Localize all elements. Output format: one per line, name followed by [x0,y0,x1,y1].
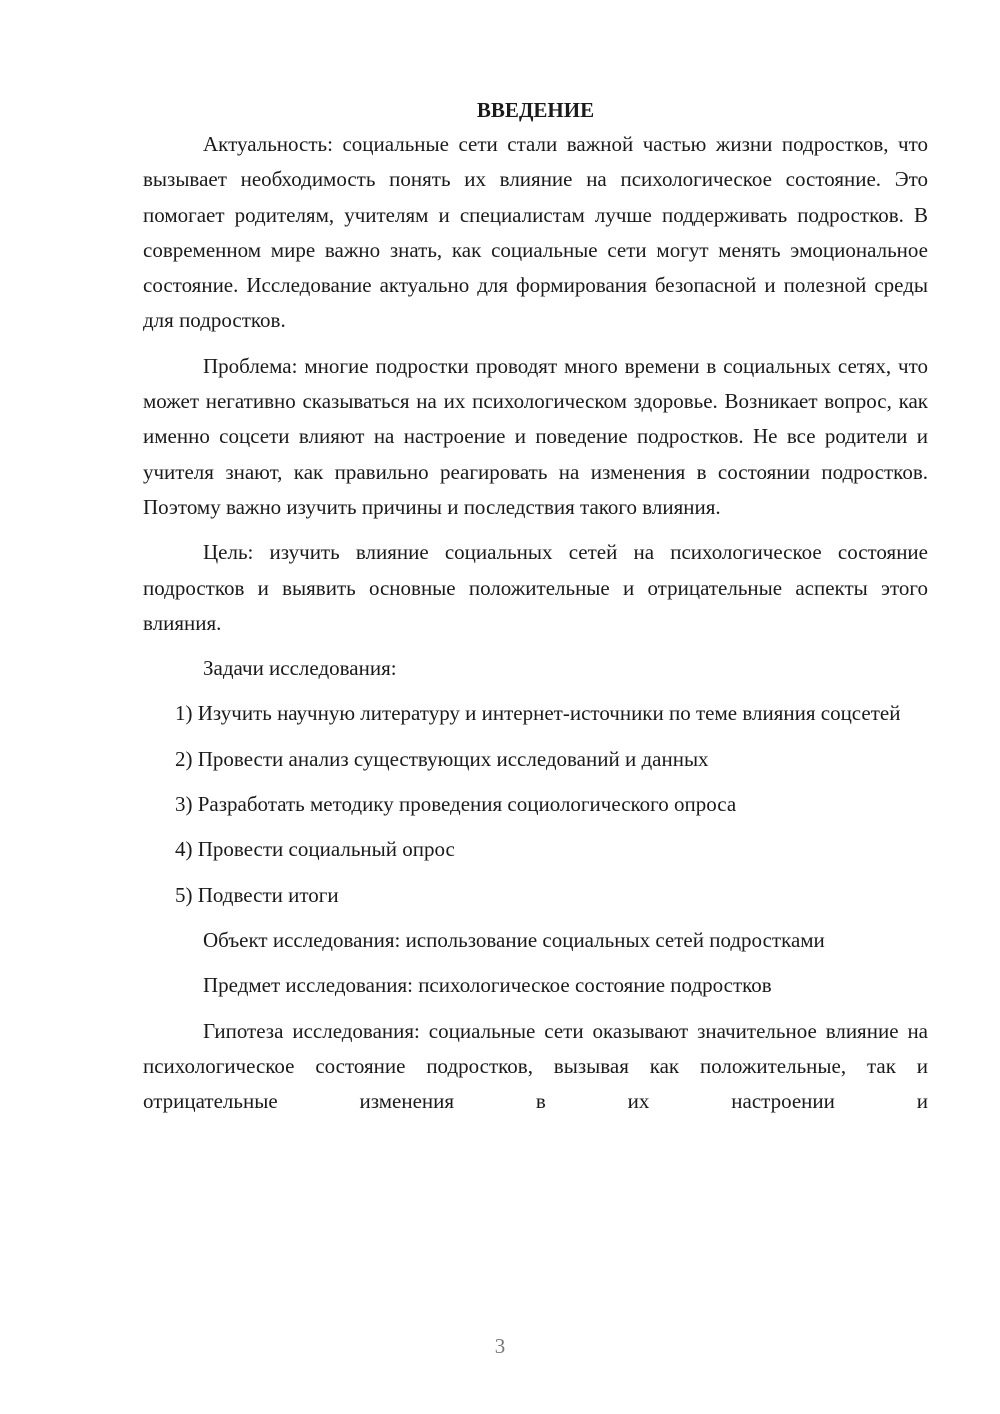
page-number: 3 [494,1334,506,1358]
document-page [143,95,928,1119]
task-item: 1) Изучить научную литературу и интернет-источники по теме влияния соцсетей [175,701,901,726]
problem-paragraph: Проблема: многие подростки проводят много времени в социальных сетях, что может негативно сказываться на их психологическом здоровье. Возникает вопрос, как именно соцсети влияют на настроение и поведение подростков. Не все родители и учителя знают, как правильно реагировать на изменения в состоянии подростков. Поэтому важно изучить причины и последствия такого влияния. [143,353,928,519]
relevance-paragraph: Актуальность: социальные сети стали важной частью жизни подростков, что вызывает необходимость понять их влияние на психологическое состояние. Это помогает родителям, учителям и специалистам лучше поддерживать подростков. В современном мире важно знать, как социальные сети могут менять эмоциональное состояние. Исследование актуально для формирования безопасной и полезной среды для подростков. [143,132,928,333]
subject-paragraph: Предмет исследования: психологическое состояние подростков [203,973,772,998]
task-item: 2) Провести анализ существующих исследований и данных [175,746,709,771]
task-item: 5) Подвести итоги [175,882,339,907]
hypothesis-paragraph: Гипотеза исследования: социальные сети оказывают значительное влияние на психологическое состояние подростков, вызывая как положительные, так и отрицательные изменения в их настроении и [143,1018,928,1114]
object-paragraph: Объект исследования: использование социальных сетей подростками [203,927,825,952]
tasks-heading: Задачи исследования: [203,656,397,681]
section-title: ВВЕДЕНИЕ [476,98,595,122]
goal-paragraph: Цель: изучить влияние социальных сетей на психологическое состояние подростков и выявить основные положительные и отрицательные аспекты этого влияния. [143,540,928,635]
task-item: 4) Провести социальный опрос [175,837,455,862]
task-item: 3) Разработать методику проведения социологического опроса [175,792,737,817]
